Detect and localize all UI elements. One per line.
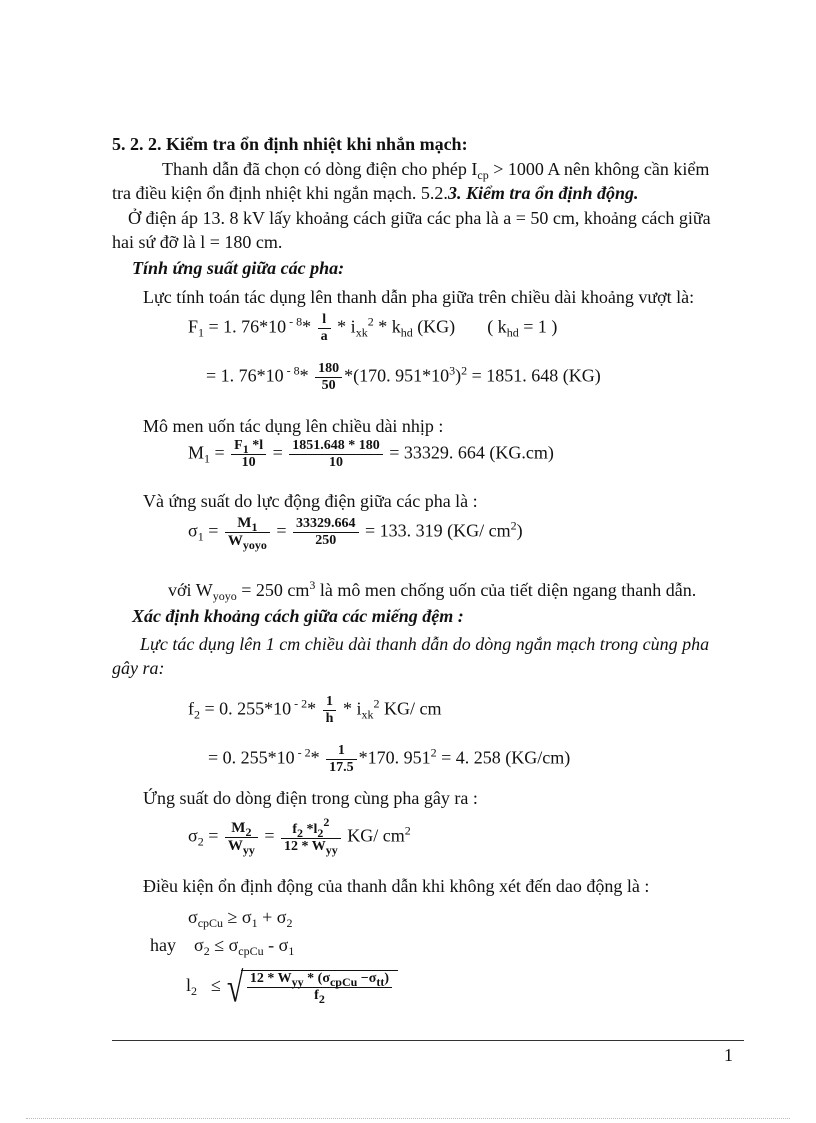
formula-f2-value: = 0. 255*10 $^{- 2}$* $\frac{1}{17.5}$ *170. $951^2 = 4$. 258 (KG/cm) — [208, 743, 571, 775]
condition-2: hay $\sigma_2 \le \sigma_{cpCu} - \sigma_1$ — [150, 935, 295, 958]
para2-line2: hai sứ đỡ là l = 180 cm. — [112, 232, 283, 252]
force-intro: Lực tính toán tác dụng lên thanh dẫn pha giữa trên chiều dài khoảng vượt là: — [143, 287, 695, 307]
footer-rule — [112, 1040, 744, 1041]
stress2-intro: Ứng suất do dòng điện trong cùng pha gây ra : — [143, 788, 478, 808]
formula-f1: $F_1 = 1$. 76*10 $^{- 8}$* $\frac{l}{a}$ * $i_{xk}^2 * k_{hd}$ (KG) ( $k_{hd} = 1$ ) — [188, 312, 558, 344]
w-note: với $W_{yoyo} = 250$ $cm^3$ là mô men chống uốn của tiết diện ngang thanh dẫn. — [168, 578, 697, 603]
force2-line2: gây ra: — [112, 658, 165, 678]
subheading-phase-stress: Tính ứng suất giữa các pha: — [132, 258, 345, 278]
condition-3: $l_2$ ≤ √ $\frac{12 * W_{yy} * (\sigma_{cpCu} -\sigma_{tt})}{f_2}$ — [186, 970, 398, 1004]
condition-1: $\sigma_{cpCu} \ge \sigma_1 + \sigma_2$ — [188, 907, 293, 930]
formula-sigma1: $\sigma_1$ = $\frac{M_1}{W_{yoyo}}$ = $\frac{33329.664}{250}$ = 133. 319 (KG/ $cm^2$) — [188, 515, 523, 552]
page-edge — [26, 1118, 790, 1119]
page-number: 1 — [724, 1045, 733, 1065]
subheading-spacer-distance: Xác định khoảng cách giữa các miếng đệm : — [132, 606, 464, 626]
para1-line2: tra điều kiện ổn định nhiệt khi ngắn mạch. 5.2.3. Kiểm tra ổn định động. — [112, 183, 639, 203]
force2-line1: Lực tác dụng lên 1 cm chiều dài thanh dẫn do dòng ngắn mạch trong cùng pha — [140, 634, 710, 654]
formula-sigma2: $\sigma_2$ = $\frac{M_2}{W_{yy}}$ = $\frac{f_2 *l_2^2}{12 * W_{yy}}$ KG/ $cm^2$ — [188, 814, 411, 857]
para2-line1: Ở điện áp 13. 8 kV lấy khoảng cách giữa các pha là a = 50 cm, khoảng cách giữa — [128, 208, 711, 228]
moment-intro: Mô men uốn tác dụng lên chiều dài nhịp : — [143, 416, 444, 436]
para1-line1: Thanh dẫn đã chọn có dòng điện cho phép $I_{cp} > 1000$ A nên không cần kiểm — [162, 159, 710, 182]
square-root: √ $\frac{12 * W_{yy} * (\sigma_{cpCu} -\sigma_{tt})}{f_2}$ — [227, 970, 398, 1004]
formula-f1-value: = 1. 76*10 $^{- 8}$* $\frac{180}{50}$ *(170. $951*10^3)^2 = 1851$. 648 (KG) — [206, 361, 601, 393]
formula-f2: $f_2 = 0$. 255*10 $^{- 2}$* $\frac{1}{h}$ * $i_{xk}^2$ KG/ cm — [188, 694, 442, 726]
section-heading: 5. 2. 2. Kiểm tra ổn định nhiệt khi nhắn mạch: — [112, 134, 468, 154]
stress-intro: Và ứng suất do lực động điện giữa các pha là : — [143, 491, 478, 511]
condition-intro: Điều kiện ổn định động của thanh dẫn khi không xét đến dao động là : — [143, 876, 650, 896]
formula-m1: $M_1$ = $\frac{F_1 *l}{10}$ = $\frac{1851.648 * 180}{10}$ = 33329. 664 (KG.cm) — [188, 438, 554, 470]
subsection-heading-3: 3. Kiểm tra ổn định động. — [447, 183, 639, 203]
